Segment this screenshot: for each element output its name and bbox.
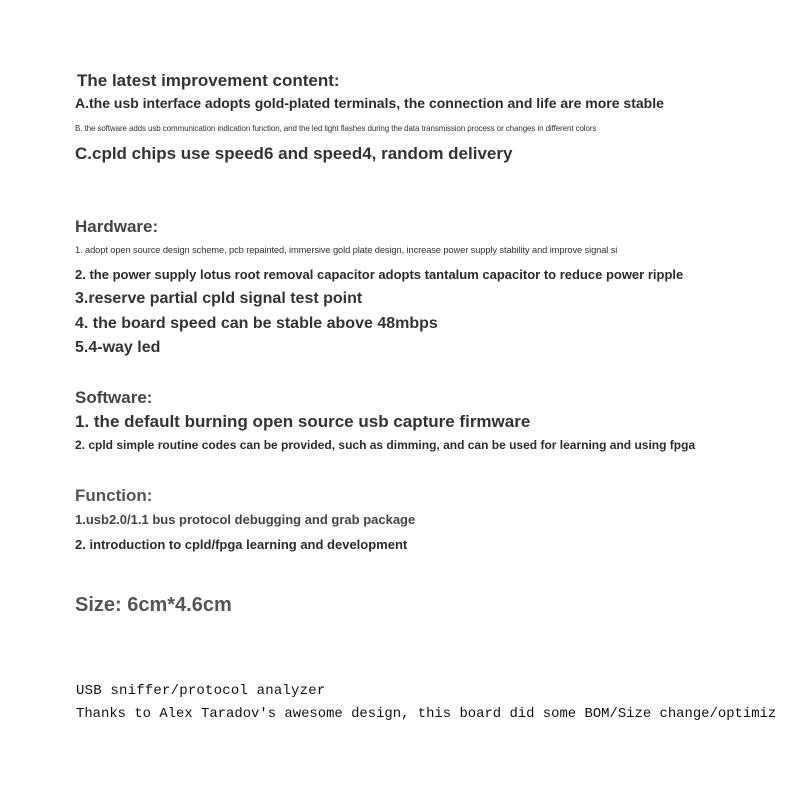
hardware-item-2: 2. the power supply lotus root removal capacitor adopts tantalum capacitor to reduce power ripple	[75, 267, 684, 282]
hardware-item-5: 5.4-way led	[75, 339, 161, 356]
software-item-2: 2. cpld simple routine codes can be provided, such as dimming, and can be used for learning and using fpga	[75, 438, 696, 452]
function-heading: Function:	[75, 486, 153, 505]
software-heading: Software:	[75, 388, 153, 407]
improvement-c: C.cpld chips use speed6 and speed4, random delivery	[75, 144, 513, 163]
software-item-1: 1. the default burning open source usb capture firmware	[75, 412, 531, 431]
size-label: Size: 6cm*4.6cm	[75, 594, 232, 616]
function-item-2: 2. introduction to cpld/fpga learning and development	[75, 537, 408, 552]
hardware-item-4: 4. the board speed can be stable above 48mbps	[75, 315, 438, 332]
footer-line-1: USB sniffer/protocol analyzer	[76, 683, 326, 699]
improvement-a: A.the usb interface adopts gold-plated terminals, the connection and life are more stable	[75, 95, 664, 111]
footer-line-2: Thanks to Alex Taradov's awesome design, this board did some BOM/Size change/optimiz	[76, 706, 777, 722]
hardware-item-1: 1. adopt open source design scheme, pcb repainted, immersive gold plate design, increase power supply stability and improve signal si	[75, 245, 618, 255]
improvement-b: B. the software adds usb communication indication function, and the led light flashes during the data transmission process or changes in different colors	[75, 124, 597, 133]
hardware-heading: Hardware:	[75, 217, 159, 236]
improvement-heading: The latest improvement content:	[77, 71, 340, 90]
function-item-1: 1.usb2.0/1.1 bus protocol debugging and grab package	[75, 512, 416, 527]
hardware-item-3: 3.reserve partial cpld signal test point	[75, 290, 363, 307]
